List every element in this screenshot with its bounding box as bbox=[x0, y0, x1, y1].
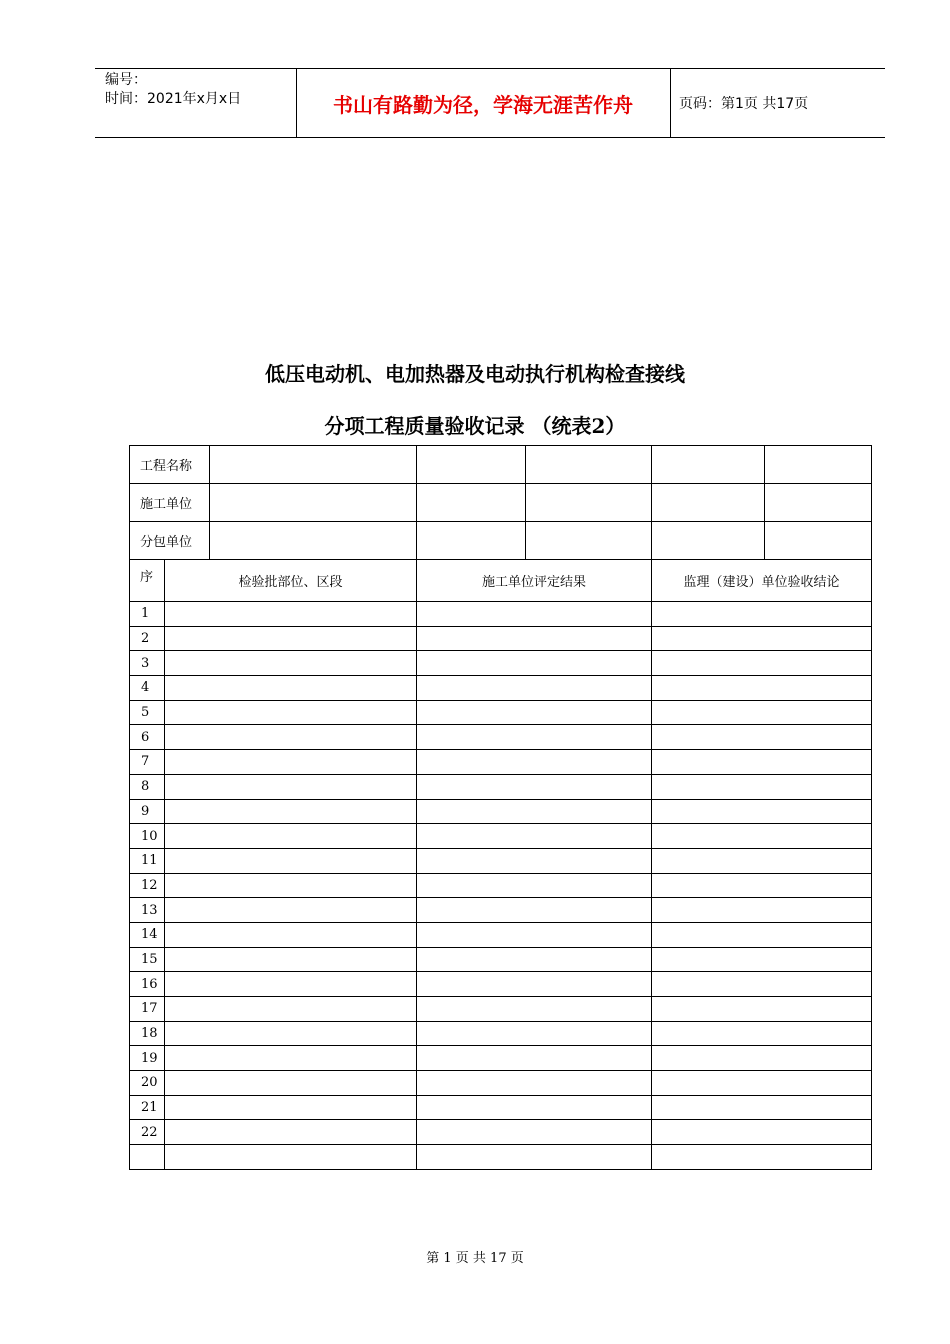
batch-cell[interactable] bbox=[165, 1120, 417, 1145]
batch-cell[interactable] bbox=[165, 750, 417, 775]
contractor-result-cell[interactable] bbox=[417, 774, 652, 799]
contractor-result-cell[interactable] bbox=[417, 997, 652, 1022]
row-number: 12 bbox=[130, 873, 165, 898]
contractor-field-3[interactable] bbox=[526, 484, 652, 522]
batch-cell[interactable] bbox=[165, 947, 417, 972]
contractor-field-5[interactable] bbox=[765, 484, 872, 522]
table-row bbox=[130, 602, 872, 627]
row-number: 19 bbox=[130, 1046, 165, 1071]
seq-header-text: 序 bbox=[140, 570, 154, 585]
row-number: 9 bbox=[130, 799, 165, 824]
supervisor-conclusion-cell[interactable] bbox=[652, 750, 872, 775]
contractor-result-header: 施工单位评定结果 bbox=[417, 560, 652, 602]
table-row bbox=[130, 824, 872, 849]
batch-cell[interactable] bbox=[165, 676, 417, 701]
row-number: 11 bbox=[130, 848, 165, 873]
subcontractor-field-5[interactable] bbox=[765, 522, 872, 560]
batch-cell[interactable] bbox=[165, 774, 417, 799]
contractor-result-cell[interactable] bbox=[417, 1021, 652, 1046]
batch-cell[interactable] bbox=[165, 1095, 417, 1120]
contractor-label: 施工单位 bbox=[130, 484, 210, 522]
table-row bbox=[130, 799, 872, 824]
batch-cell[interactable] bbox=[165, 922, 417, 947]
contractor-result-cell[interactable] bbox=[417, 651, 652, 676]
row-number: 21 bbox=[130, 1095, 165, 1120]
table-row bbox=[130, 750, 872, 775]
project-name-row bbox=[130, 446, 872, 484]
supervisor-conclusion-cell[interactable] bbox=[652, 774, 872, 799]
row-number: 1 bbox=[130, 602, 165, 627]
document-title-line1: 低压电动机、电加热器及电动执行机构检查接线 bbox=[265, 362, 685, 386]
contractor-result-cell[interactable] bbox=[417, 947, 652, 972]
table-row bbox=[130, 1145, 872, 1170]
contractor-result-cell[interactable] bbox=[417, 873, 652, 898]
batch-cell[interactable] bbox=[165, 848, 417, 873]
batch-cell[interactable] bbox=[165, 651, 417, 676]
table-row bbox=[130, 651, 872, 676]
supervisor-conclusion-cell[interactable] bbox=[652, 1046, 872, 1071]
table-row bbox=[130, 1095, 872, 1120]
table-row bbox=[130, 626, 872, 651]
project-name-field[interactable] bbox=[210, 446, 417, 484]
supervisor-conclusion-cell[interactable] bbox=[652, 700, 872, 725]
row-number: 8 bbox=[130, 774, 165, 799]
time-label: 时间：2021年x月x日 bbox=[105, 91, 242, 107]
batch-cell[interactable] bbox=[165, 1046, 417, 1071]
subcontractor-field[interactable] bbox=[210, 522, 417, 560]
batch-cell[interactable] bbox=[165, 1145, 417, 1170]
supervisor-conclusion-cell[interactable] bbox=[652, 947, 872, 972]
supervisor-conclusion-cell[interactable] bbox=[652, 725, 872, 750]
project-name-field-4[interactable] bbox=[652, 446, 765, 484]
contractor-result-cell[interactable] bbox=[417, 848, 652, 873]
contractor-field-4[interactable] bbox=[652, 484, 765, 522]
contractor-result-cell[interactable] bbox=[417, 1071, 652, 1096]
batch-cell[interactable] bbox=[165, 997, 417, 1022]
header-motto: 书山有路勤为径，学海无涯苦作舟 bbox=[333, 92, 633, 117]
table-row bbox=[130, 700, 872, 725]
row-number: 10 bbox=[130, 824, 165, 849]
batch-cell[interactable] bbox=[165, 799, 417, 824]
page-footer: 第 1 页 共 17 页 bbox=[426, 1251, 524, 1266]
supervisor-conclusion-cell[interactable] bbox=[652, 602, 872, 627]
supervisor-conclusion-cell[interactable] bbox=[652, 898, 872, 923]
acceptance-record-table bbox=[129, 445, 872, 1170]
table-row bbox=[130, 873, 872, 898]
project-name-field-3[interactable] bbox=[526, 446, 652, 484]
header-meta bbox=[105, 71, 295, 109]
row-number: 18 bbox=[130, 1021, 165, 1046]
row-number: 20 bbox=[130, 1071, 165, 1096]
supervisor-conclusion-cell[interactable] bbox=[652, 676, 872, 701]
supervisor-conclusion-cell[interactable] bbox=[652, 997, 872, 1022]
table-row bbox=[130, 997, 872, 1022]
subcontractor-field-4[interactable] bbox=[652, 522, 765, 560]
supervisor-conclusion-cell[interactable] bbox=[652, 873, 872, 898]
supervisor-conclusion-cell[interactable] bbox=[652, 824, 872, 849]
supervisor-conclusion-cell[interactable] bbox=[652, 1145, 872, 1170]
contractor-result-cell[interactable] bbox=[417, 824, 652, 849]
contractor-row bbox=[130, 484, 872, 522]
row-number bbox=[130, 1145, 165, 1170]
supervisor-conclusion-cell[interactable] bbox=[652, 1095, 872, 1120]
supervisor-conclusion-cell[interactable] bbox=[652, 799, 872, 824]
supervisor-conclusion-cell[interactable] bbox=[652, 1120, 872, 1145]
batch-cell[interactable] bbox=[165, 626, 417, 651]
project-name-field-5[interactable] bbox=[765, 446, 872, 484]
supervisor-conclusion-cell[interactable] bbox=[652, 1071, 872, 1096]
row-number: 17 bbox=[130, 997, 165, 1022]
seq-header bbox=[130, 560, 165, 602]
contractor-field-2[interactable] bbox=[417, 484, 526, 522]
batch-cell[interactable] bbox=[165, 824, 417, 849]
table-row bbox=[130, 947, 872, 972]
contractor-result-cell[interactable] bbox=[417, 725, 652, 750]
contractor-result-cell[interactable] bbox=[417, 1046, 652, 1071]
batch-cell[interactable] bbox=[165, 725, 417, 750]
subcontractor-row bbox=[130, 522, 872, 560]
table-row bbox=[130, 1120, 872, 1145]
number-label: 编号： bbox=[105, 72, 147, 88]
contractor-result-cell[interactable] bbox=[417, 602, 652, 627]
row-number: 3 bbox=[130, 651, 165, 676]
batch-cell[interactable] bbox=[165, 972, 417, 997]
subcontractor-field-2[interactable] bbox=[417, 522, 526, 560]
row-number: 7 bbox=[130, 750, 165, 775]
subcontractor-label: 分包单位 bbox=[130, 522, 210, 560]
batch-cell[interactable] bbox=[165, 602, 417, 627]
contractor-result-cell[interactable] bbox=[417, 898, 652, 923]
table-row bbox=[130, 898, 872, 923]
document-header bbox=[95, 68, 885, 138]
contractor-result-cell[interactable] bbox=[417, 700, 652, 725]
contractor-result-cell[interactable] bbox=[417, 1145, 652, 1170]
contractor-result-cell[interactable] bbox=[417, 922, 652, 947]
row-number: 14 bbox=[130, 922, 165, 947]
contractor-result-cell[interactable] bbox=[417, 1120, 652, 1145]
batch-cell[interactable] bbox=[165, 1071, 417, 1096]
contractor-result-cell[interactable] bbox=[417, 626, 652, 651]
supervisor-conclusion-header: 监理（建设）单位验收结论 bbox=[652, 560, 872, 602]
column-header-row bbox=[130, 560, 872, 602]
project-name-label: 工程名称 bbox=[130, 446, 210, 484]
supervisor-conclusion-cell[interactable] bbox=[652, 651, 872, 676]
row-number: 22 bbox=[130, 1120, 165, 1145]
table-row bbox=[130, 972, 872, 997]
table-row bbox=[130, 676, 872, 701]
supervisor-conclusion-cell[interactable] bbox=[652, 972, 872, 997]
batch-cell[interactable] bbox=[165, 898, 417, 923]
row-number: 4 bbox=[130, 676, 165, 701]
project-name-field-2[interactable] bbox=[417, 446, 526, 484]
document-title-line2: 分项工程质量验收记录 （统表2） bbox=[324, 414, 626, 438]
table-row bbox=[130, 848, 872, 873]
row-number: 2 bbox=[130, 626, 165, 651]
row-number: 6 bbox=[130, 725, 165, 750]
contractor-result-cell[interactable] bbox=[417, 1095, 652, 1120]
row-number: 5 bbox=[130, 700, 165, 725]
row-number: 16 bbox=[130, 972, 165, 997]
table-row bbox=[130, 725, 872, 750]
table-row bbox=[130, 922, 872, 947]
contractor-field[interactable] bbox=[210, 484, 417, 522]
subcontractor-field-3[interactable] bbox=[526, 522, 652, 560]
contractor-result-cell[interactable] bbox=[417, 972, 652, 997]
row-number: 13 bbox=[130, 898, 165, 923]
batch-cell[interactable] bbox=[165, 700, 417, 725]
data-rows bbox=[130, 602, 872, 1170]
batch-cell[interactable] bbox=[165, 1021, 417, 1046]
batch-cell[interactable] bbox=[165, 873, 417, 898]
supervisor-conclusion-cell[interactable] bbox=[652, 1021, 872, 1046]
row-number: 15 bbox=[130, 947, 165, 972]
supervisor-conclusion-cell[interactable] bbox=[652, 922, 872, 947]
table-row bbox=[130, 774, 872, 799]
batch-header: 检验批部位、区段 bbox=[165, 560, 417, 602]
contractor-result-cell[interactable] bbox=[417, 676, 652, 701]
table-row bbox=[130, 1021, 872, 1046]
table-row bbox=[130, 1071, 872, 1096]
header-page-info: 页码：第1页 共17页 bbox=[679, 96, 809, 112]
table-row bbox=[130, 1046, 872, 1071]
supervisor-conclusion-cell[interactable] bbox=[652, 626, 872, 651]
supervisor-conclusion-cell[interactable] bbox=[652, 848, 872, 873]
contractor-result-cell[interactable] bbox=[417, 750, 652, 775]
contractor-result-cell[interactable] bbox=[417, 799, 652, 824]
